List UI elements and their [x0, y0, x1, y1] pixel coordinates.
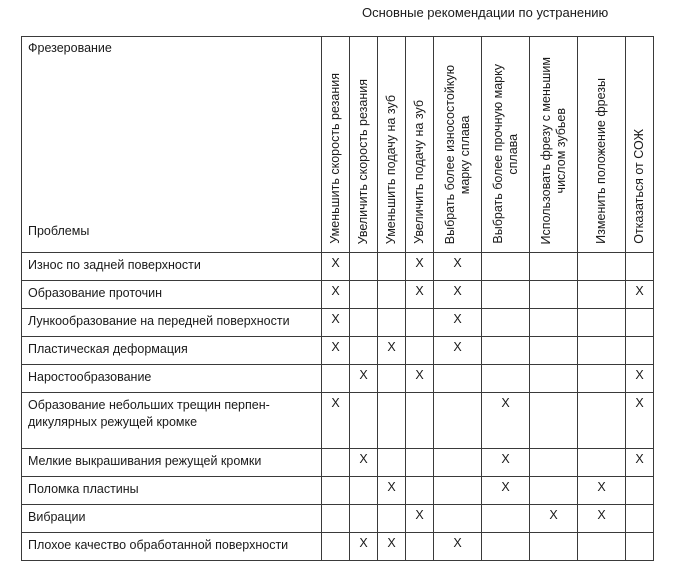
mark-cell: X	[322, 309, 350, 337]
mark-cell: X	[378, 337, 406, 365]
mark-cell	[626, 505, 654, 533]
column-header-label: Использовать фрезу с меньшим числом зубьев	[538, 56, 568, 244]
mark-cell	[482, 253, 530, 281]
problem-cell: Образование небольших трещин перпен- дикулярных режущей кромке	[22, 393, 322, 449]
mark-cell: X	[434, 309, 482, 337]
problem-cell: Образование проточин	[22, 281, 322, 309]
mark-cell	[482, 505, 530, 533]
table-row	[22, 365, 654, 393]
problem-cell: Лункообразование на передней поверхности	[22, 309, 322, 337]
table-row	[22, 253, 654, 281]
mark-cell: X	[378, 477, 406, 505]
mark-cell: X	[378, 533, 406, 561]
mark-cell	[378, 449, 406, 477]
problem-cell: Поломка пластины	[22, 477, 322, 505]
mark-cell	[406, 393, 434, 449]
column-header	[626, 37, 654, 253]
mark-cell: X	[482, 449, 530, 477]
problem-cell: Износ по задней поверхности	[22, 253, 322, 281]
mark-cell	[378, 365, 406, 393]
mark-cell	[482, 337, 530, 365]
mark-cell: X	[406, 505, 434, 533]
mark-cell: X	[530, 505, 578, 533]
mark-cell: X	[482, 393, 530, 449]
mark-cell: X	[482, 477, 530, 505]
mark-cell	[434, 505, 482, 533]
table-row	[22, 533, 654, 561]
column-header-label: Уменьшить подачу на зуб	[384, 94, 398, 244]
mark-cell	[530, 533, 578, 561]
mark-cell: X	[322, 253, 350, 281]
table-row	[22, 477, 654, 505]
mark-cell: X	[578, 505, 626, 533]
mark-cell	[626, 309, 654, 337]
problem-cell: Вибрации	[22, 505, 322, 533]
mark-cell	[578, 281, 626, 309]
mark-cell: X	[434, 281, 482, 309]
mark-cell: X	[350, 533, 378, 561]
mark-cell	[530, 253, 578, 281]
column-header-label: Отказаться от СОЖ	[632, 129, 646, 244]
mark-cell	[578, 309, 626, 337]
problem-cell: Наростообразование	[22, 365, 322, 393]
mark-cell: X	[322, 393, 350, 449]
mark-cell	[578, 337, 626, 365]
mark-cell: X	[406, 281, 434, 309]
mark-cell: X	[322, 337, 350, 365]
mark-cell	[378, 505, 406, 533]
mark-cell	[322, 365, 350, 393]
mark-cell	[322, 477, 350, 505]
mark-cell: X	[406, 253, 434, 281]
mark-cell	[406, 309, 434, 337]
mark-cell: X	[626, 365, 654, 393]
mark-cell	[350, 309, 378, 337]
mark-cell	[530, 365, 578, 393]
mark-cell	[406, 533, 434, 561]
mark-cell	[482, 533, 530, 561]
mark-cell	[626, 477, 654, 505]
column-header	[578, 37, 626, 253]
mark-cell	[482, 281, 530, 309]
mark-cell	[434, 477, 482, 505]
mark-cell	[434, 393, 482, 449]
mark-cell	[350, 337, 378, 365]
mark-cell	[530, 337, 578, 365]
mark-cell	[482, 365, 530, 393]
mark-cell	[406, 477, 434, 505]
mark-cell: X	[626, 449, 654, 477]
mark-cell	[434, 449, 482, 477]
table-caption: Основные рекомендации по устранению	[362, 5, 609, 20]
mark-cell	[406, 337, 434, 365]
mark-cell	[350, 477, 378, 505]
mark-cell: X	[434, 533, 482, 561]
mark-cell	[378, 281, 406, 309]
mark-cell	[322, 533, 350, 561]
mark-cell	[578, 449, 626, 477]
mark-cell: X	[350, 365, 378, 393]
mark-cell	[626, 253, 654, 281]
mark-cell	[378, 253, 406, 281]
mark-cell: X	[626, 281, 654, 309]
mark-cell	[530, 309, 578, 337]
mark-cell	[530, 281, 578, 309]
table-row	[22, 449, 654, 477]
recommendations-table	[21, 36, 654, 561]
column-header	[530, 37, 578, 253]
mark-cell	[578, 365, 626, 393]
problems-label: Проблемы	[28, 224, 90, 238]
mark-cell	[350, 505, 378, 533]
column-header-label: Увеличить скорость резания	[356, 78, 370, 244]
mark-cell: X	[578, 477, 626, 505]
mark-cell	[350, 253, 378, 281]
operation-label: Фрезерование	[28, 41, 112, 55]
mark-cell	[578, 253, 626, 281]
column-header-label: Увеличить подачу на зуб	[412, 100, 426, 244]
mark-cell	[530, 393, 578, 449]
mark-cell: X	[350, 449, 378, 477]
problem-cell: Плохое качество обработанной поверхности	[22, 533, 322, 561]
mark-cell: X	[626, 393, 654, 449]
problem-cell: Мелкие выкрашивания режущей кромки	[22, 449, 322, 477]
column-header-label: Изменить положение фрезы	[594, 78, 608, 244]
mark-cell	[530, 477, 578, 505]
mark-cell: X	[434, 337, 482, 365]
header-row	[22, 37, 654, 253]
corner-header	[22, 37, 322, 253]
mark-cell	[626, 533, 654, 561]
table-row	[22, 281, 654, 309]
column-header-label: Выбрать более прочную марку сплава	[490, 64, 520, 244]
mark-cell	[322, 505, 350, 533]
table-row	[22, 505, 654, 533]
mark-cell	[530, 449, 578, 477]
mark-cell	[322, 449, 350, 477]
column-header-label: Выбрать более износостойкую марку сплава	[442, 64, 472, 244]
table-row	[22, 337, 654, 365]
mark-cell	[482, 309, 530, 337]
mark-cell	[578, 393, 626, 449]
mark-cell	[378, 309, 406, 337]
mark-cell	[406, 449, 434, 477]
column-header	[482, 37, 530, 253]
mark-cell	[350, 281, 378, 309]
mark-cell	[626, 337, 654, 365]
mark-cell	[578, 533, 626, 561]
column-header	[378, 37, 406, 253]
mark-cell	[378, 393, 406, 449]
column-header	[350, 37, 378, 253]
table-row	[22, 309, 654, 337]
column-header	[406, 37, 434, 253]
mark-cell: X	[406, 365, 434, 393]
mark-cell	[350, 393, 378, 449]
problem-cell: Пластическая деформация	[22, 337, 322, 365]
column-header	[322, 37, 350, 253]
column-header-label: Уменьшить скорость резания	[328, 73, 342, 244]
mark-cell	[434, 365, 482, 393]
mark-cell: X	[434, 253, 482, 281]
mark-cell: X	[322, 281, 350, 309]
table-row	[22, 393, 654, 449]
column-header	[434, 37, 482, 253]
